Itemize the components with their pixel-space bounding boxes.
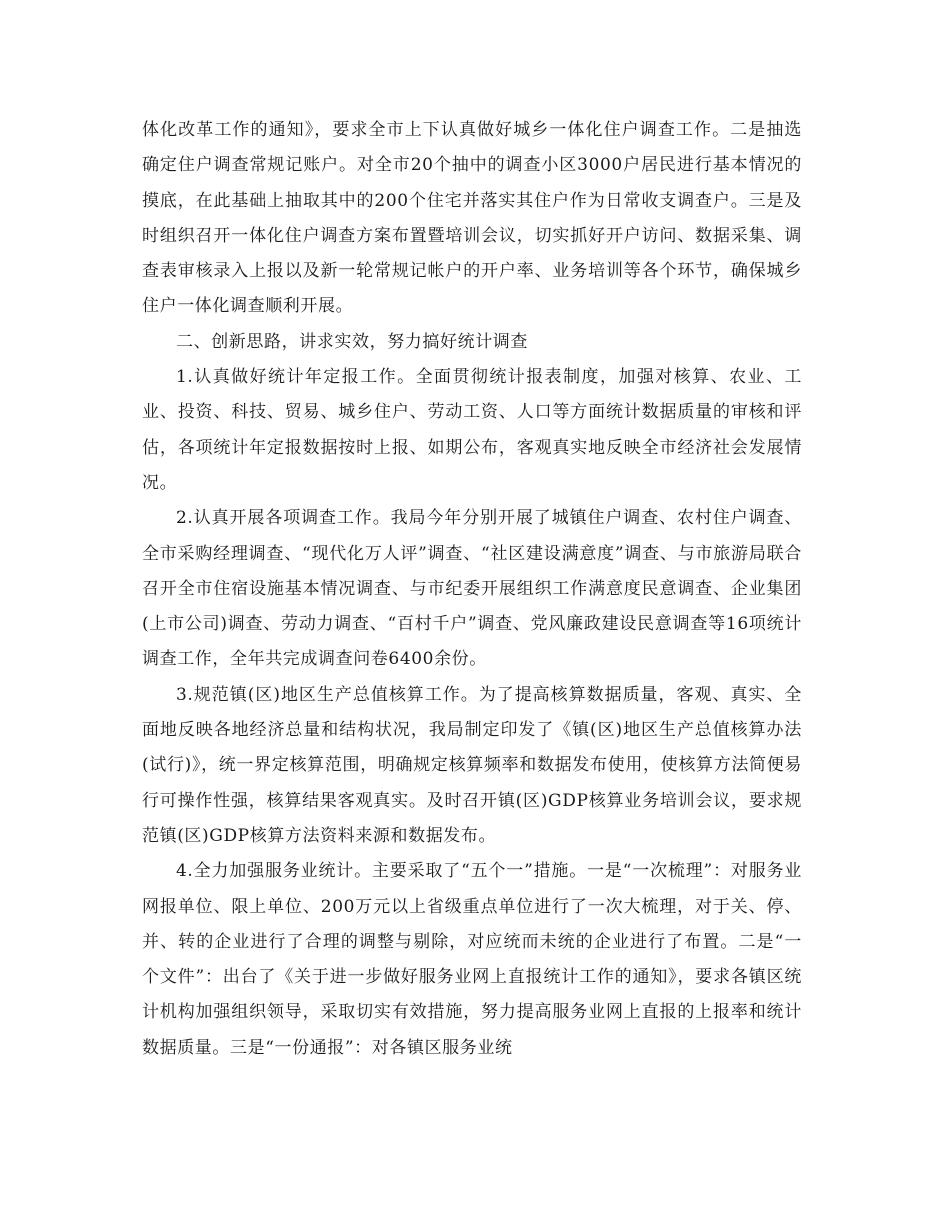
paragraph-gdp-accounting: 3.规范镇(区)地区生产总值核算工作。为了提高核算数据质量，客观、真实、全面地反映各地经济总量和结构状况，我局制定印发了《镇(区)地区生产总值核算办法(试行)》，统一界定核算范围，明确规定核算频率和数据发布使用，使核算方法简便易行可操作性强，核算结果客观真实。及时召开镇(区)GDP核算业务培训会议，要求规范镇(区)GDP核算方法资料来源和数据发布。	[142, 684, 802, 846]
document-body	[142, 113, 802, 1066]
section-heading-statistical-survey: 二、创新思路，讲求实效，努力搞好统计调查	[176, 331, 528, 352]
paragraph-household-survey: 体化改革工作的通知》，要求全市上下认真做好城乡一体化住户调查工作。二是抽选确定住户调查常规记账户。对全市20个抽中的调查小区3000户居民进行基本情况的摸底，在此基础上抽取其中的200个住宅并落实其住户作为日常收支调查户。三是及时组织召开一体化住户调查方案布置暨培训会议，切实抓好开户访问、数据采集、调查表审核录入上报以及新一轮常规记帐户的开户率、业务培训等各个环节，确保城乡住户一体化调查顺利开展。	[142, 120, 802, 317]
paragraph-survey-work: 2.认真开展各项调查工作。我局今年分别开展了城镇住户调查、农村住户调查、全市采购经理调查、“现代化万人评”调查、“社区建设满意度”调查、与市旅游局联合召开全市住宿设施基本情况调查、与市纪委开展组织工作满意度民意调查、企业集团(上市公司)调查、劳动力调查、“百村千户”调查、党风廉政建设民意调查等16项统计调查工作，全年共完成调查问卷6400余份。	[142, 508, 802, 670]
paragraph-service-statistics: 4.全力加强服务业统计。主要采取了“五个一”措施。一是“一次梳理”：对服务业网报单位、限上单位、200万元以上省级重点单位进行了一次大梳理，对于关、停、并、转的企业进行了合理的调整与剔除，对应统而未统的企业进行了布置。二是“一个文件”：出台了《关于进一步做好服务业网上直报统计工作的通知》，要求各镇区统计机构加强组织领导，采取切实有效措施，努力提高服务业网上直报的上报率和统计数据质量。三是“一份通报”：对各镇区服务业统	[142, 861, 802, 1058]
paragraph-annual-report: 1.认真做好统计年定报工作。全面贯彻统计报表制度，加强对核算、农业、工业、投资、科技、贸易、城乡住户、劳动工资、人口等方面统计数据质量的审核和评估，各项统计年定报数据按时上报、如期公布，客观真实地反映全市经济社会发展情况。	[142, 367, 802, 493]
